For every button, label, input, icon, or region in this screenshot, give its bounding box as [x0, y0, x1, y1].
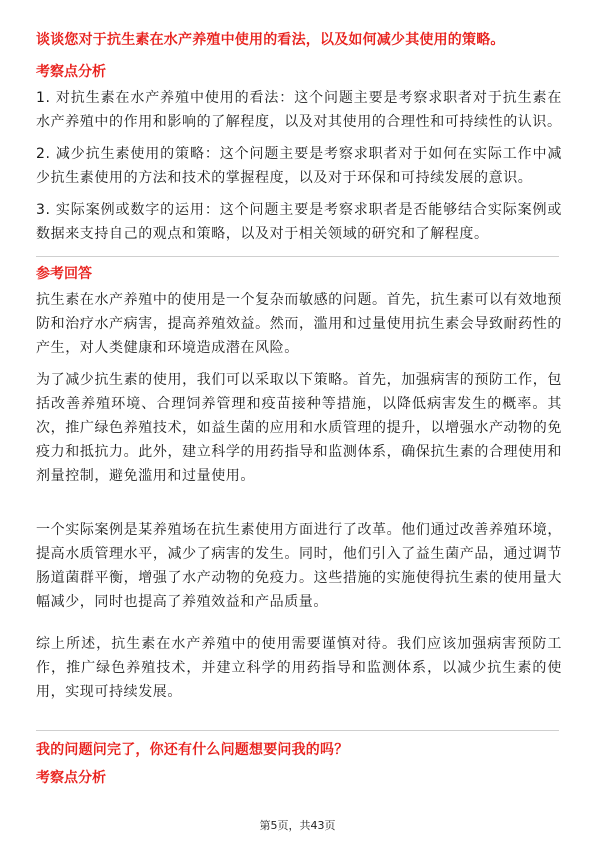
page-number: 第5页，共43页 [259, 819, 336, 832]
question-2-analysis-heading: 考察点分析 [36, 770, 106, 786]
question-title: 谈谈您对于抗生素在水产养殖中使用的看法，以及如何减少其使用的策略。 [36, 32, 505, 48]
answer-paragraph-3: 一个实际案例是某养殖场在抗生素使用方面进行了改革。他们通过改善养殖环境，提高水质管理水平，减少了病害的发生。同时，他们引入了益生菌产品，通过调节肠道菌群平衡，增强了水产动物的免疫力。这些措施的实施使得抗生素的使用量大幅减少，同时也提高了养殖效益和产品质量。 [36, 522, 562, 610]
analysis-point-1: 1. 对抗生素在水产养殖中使用的看法：这个问题主要是考察求职者对于抗生素在水产养殖中的作用和影响的了解程度，以及对其使用的合理性和可持续性的认识。 [36, 90, 562, 130]
analysis-point-3: 3. 实际案例或数字的运用：这个问题主要是考察求职者是否能够结合实际案例或数据来支持自己的观点和策略，以及对于相关领域的研究和了解程度。 [36, 202, 562, 242]
answer-paragraph-2: 为了减少抗生素的使用，我们可以采取以下策略。首先，加强病害的预防工作，包括改善养殖环境、合理饲养管理和疫苗接种等措施，以降低病害发生的概率。其次，推广绿色养殖技术，如益生菌的应用和水质管理的提升，以增强水产动物的免疫力和抵抗力。此外，建立科学的用药指导和监测体系，确保抗生素的合理使用和剂量控制，避免滥用和过量使用。 [36, 372, 562, 484]
analysis-heading: 考察点分析 [36, 64, 106, 80]
section-divider [36, 256, 559, 257]
question-2-title: 我的问题问完了，你还有什么问题想要问我的吗？ [36, 742, 349, 758]
answer-paragraph-4: 综上所述，抗生素在水产养殖中的使用需要谨慎对待。我们应该加强病害预防工作，推广绿色养殖技术，并建立科学的用药指导和监测体系，以减少抗生素的使用，实现可持续发展。 [36, 636, 562, 700]
answer-heading: 参考回答 [36, 266, 92, 282]
answer-paragraph-1: 抗生素在水产养殖中的使用是一个复杂而敏感的问题。首先，抗生素可以有效地预防和治疗水产病害，提高养殖效益。然而，滥用和过量使用抗生素会导致耐药性的产生，对人类健康和环境造成潜在风险。 [36, 292, 562, 356]
analysis-point-2: 2. 减少抗生素使用的策略：这个问题主要是考察求职者对于如何在实际工作中减少抗生素使用的方法和技术的掌握程度，以及对于环保和可持续发展的意识。 [36, 146, 562, 186]
question-divider [36, 730, 559, 731]
